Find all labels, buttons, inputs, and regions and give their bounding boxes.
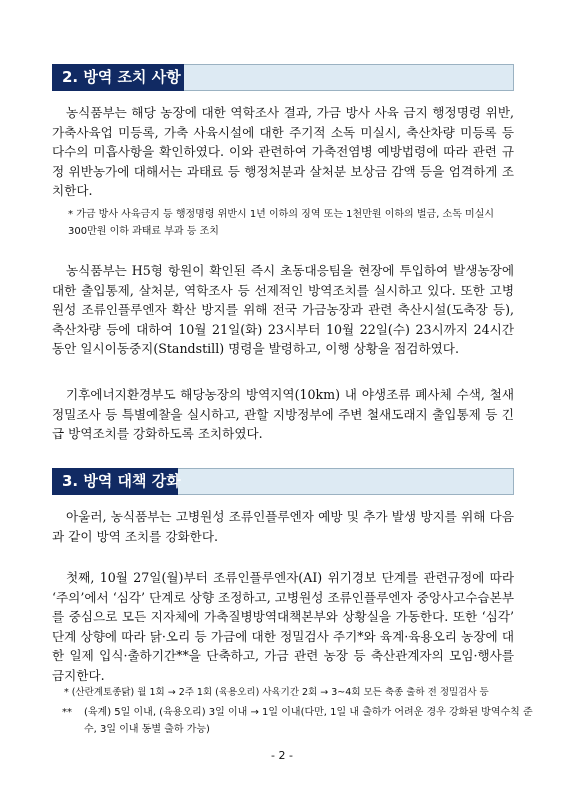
section-3-heading <box>52 468 514 495</box>
section-2-title: 2. 방역 조치 사항 <box>52 64 184 91</box>
footnote-marker: * <box>64 687 69 698</box>
section-2-footnote-1 <box>68 206 516 240</box>
footnote-text: 가금 방사 사육금지 등 행정명령 위반시 1년 이하의 징역 또는 1천만원 이하의 벌금, 소독 미실시 300만원 이하 과태료 부과 등 조치 <box>68 209 495 237</box>
section-2-paragraph-3: 기후에너지환경부도 해당농장의 방역지역(10km) 내 야생조류 폐사체 수색, 철새 정밀조사 등 특별예찰을 실시하고, 관할 지방정부에 주변 철새도래지 출입통제 등 긴급 방역조치를 강화하도록 조치하였다. <box>52 387 514 441</box>
section-3-paragraph-2: 첫째, 10월 27일(월)부터 조류인플루엔자(AI) 위기경보 단계를 관련규정에 따라 ‘주의’에서 ‘심각’ 단계로 상향 조정하고, 고병원성 조류인플루엔자 중앙사고수습본부를 중심으로 모든 지자체에 가축질병방역대책본부와 상황실을 가동한다. 또한 ‘심각’ 단계 상향에 따라 닭·오리 등 가금에 대한 정밀검사 주기*와 육계·육용오리 농장에 대한 일제 입식·출하기간**을 단축하고, 가금 관련 농장 등 축산관계자의 모임·행사를 금지한다. <box>52 570 514 683</box>
section-3-footnote-2 <box>62 704 536 738</box>
section-3-title: 3. 방역 대책 강화 <box>52 468 178 495</box>
footnote-marker: * <box>68 209 73 220</box>
section-2-heading <box>52 64 514 91</box>
footnote-text: (육계) 5일 이내, (육용오리) 3일 이내 → 1일 이내(다만, 1일 내 출하가 어려운 경우 강화된 방역수칙 준수, 3일 이내 동별 출하 가능) <box>84 707 533 735</box>
section-3-footnote-1 <box>64 684 524 701</box>
section-3-paragraph-1: 아울러, 농식품부는 고병원성 조류인플루엔자 예방 및 추가 발생 방지를 위해 다음과 같이 방역 조치를 강화한다. <box>52 509 514 544</box>
footnote-text: (산란계토종닭) 월 1회 → 2주 1회 (육용오리) 사육기간 2회 → 3~4회 모든 축종 출하 전 정밀검사 등 <box>71 687 489 698</box>
section-2-paragraph-1: 농식품부는 해당 농장에 대한 역학조사 결과, 가금 방사 사육 금지 행정명령 위반, 가축사육업 미등록, 가축 사육시설에 대한 주기적 소독 미실시, 축산차량 미등록 등 다수의 미흡사항을 확인하였다. 이와 관련하여 가축전염병 예방법령에 따라 관련 규정 위반농가에 대해서는 과태료 등 행정처분과 살처분 보상금 감액 등을 엄격하게 조치한다. <box>52 105 514 198</box>
page-number: - 2 - <box>271 749 293 762</box>
footnote-marker: ** <box>62 707 72 718</box>
section-2-paragraph-2: 농식품부는 H5형 항원이 확인된 즉시 초동대응팀을 현장에 투입하여 발생농장에 대한 출입통제, 살처분, 역학조사 등 선제적인 방역조치를 실시하고 있다. 또한 고병원성 조류인플루엔자 확산 방지를 위해 전국 가금농장과 관련 축산시설(도축장 등), 축산차량 등에 대하여 10월 21일(화) 23시부터 10월 22일(수) 23시까지 24시간 동안 일시이동중지(Standstill) 명령을 발령하고, 이행 상황을 점검하였다. <box>52 263 514 356</box>
